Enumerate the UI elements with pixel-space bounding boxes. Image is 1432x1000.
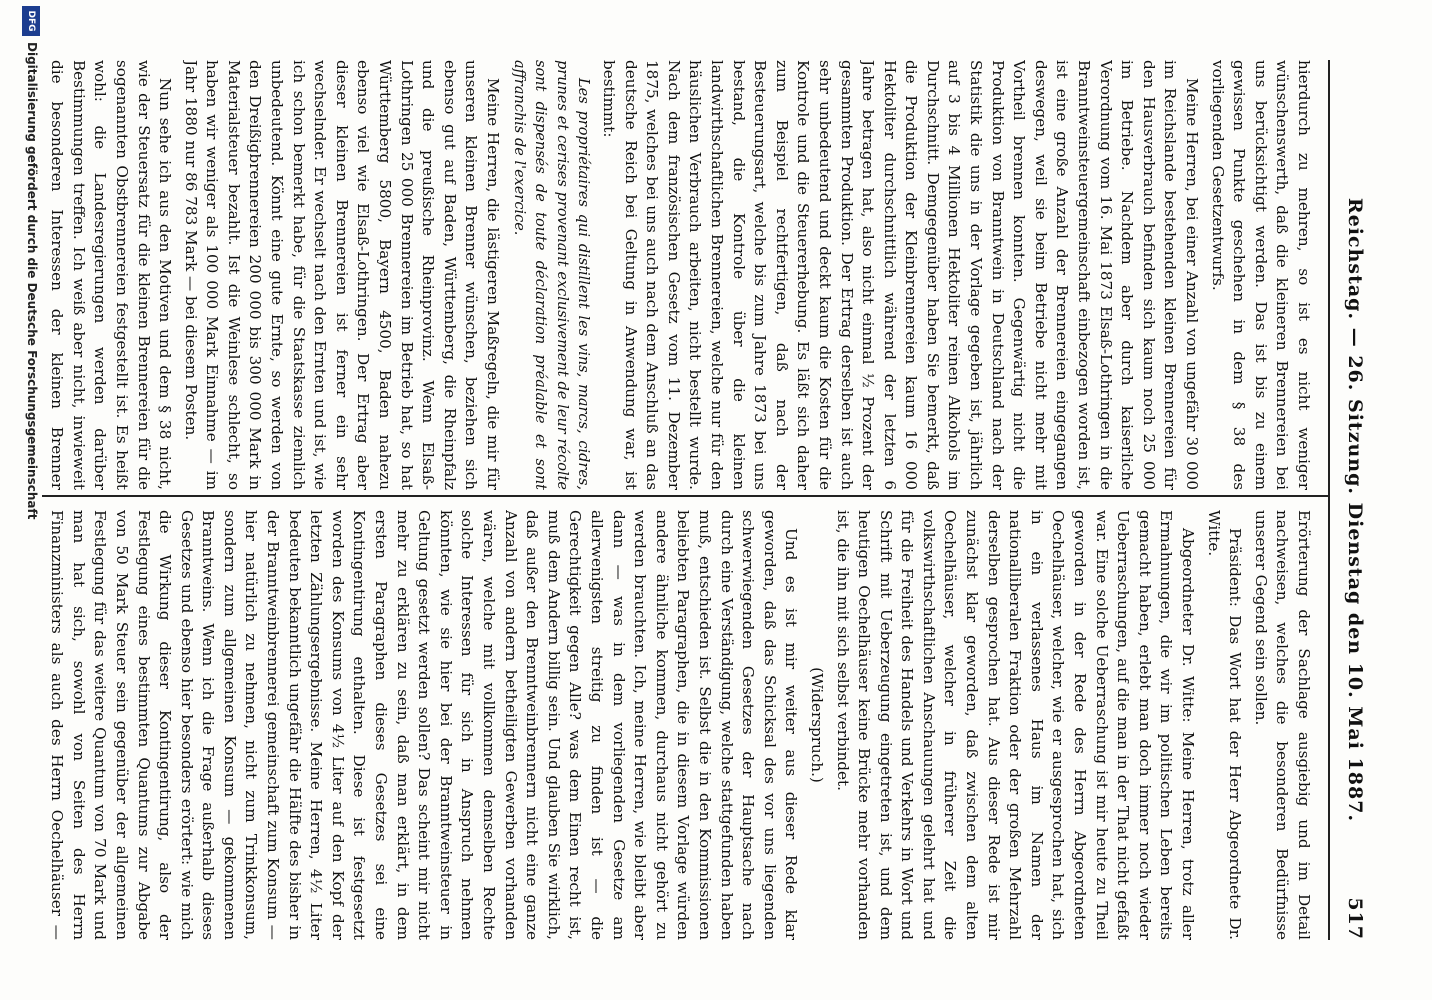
paragraph: Erörterung der Sachlage ausgiebig und im Detail nachweisen, welches die besonderen Bedürfnisse unserer Gegend sein sollen. (1251, 510, 1313, 940)
page-number: 517 (1344, 897, 1366, 940)
column-divider (42, 495, 1328, 497)
right-column (44, 510, 1314, 940)
paragraph: hierdurch zu mehren, so ist es nicht weniger wünschenswerth, daß die kleineren Brennereien bei uns berücksichtigt werden. Das ist bis zu einem gewissen Punkte geschehen in dem § 38 des vorliegenden Gesetzentwurfs. (1208, 60, 1313, 490)
page-header (1328, 60, 1370, 940)
dfg-logo-icon: DFG (22, 6, 40, 36)
president-statement: Präsident: Das Wort hat der Herr Abgeordnete Dr. Witte. (1204, 510, 1245, 940)
speech-witte: Abgeordneter Dr. Witte: Meine Herren, trotz aller Ermahnungen, die wir im politischen Leben bereits gemacht haben, erlebt man doch immer noch wieder Ueberraschungen, auf die man in der That nicht gefaßt war. Eine solche Ueberraschung ist mir heute zu Theil geworden in der Rede des Herrn Abgeordneten Oechelhäuser, welcher, wie er ausgesprochen hat, sich in ein verlassenes Haus im Namen der nationalliberalen Fraktion oder der großen Mehrzahl derselben gesprochen hat. Aus dieser Rede ist mir zunächst klar geworden, daß zwischen dem alten Oechelhäuser, welcher in früherer Zeit die volkswirthschaftlichen Anschauungen gelehrt hat und für die Freiheit des Handels und Verkehrs in Wort und Schrift mit Ueberzeugung eingetreten ist, und dem heutigen Oechelhäuser keine Brücke mehr vorhanden ist, die ihn mit sich selbst verbindet. (833, 510, 1198, 940)
paragraph: Meine Herren, die lästigeren Maßregeln, die mir für unseren kleinen Brenner wünschen, beziehen sich ebenso gut auf Baden, Württemberg, die Rheinpfalz und die preußische Rheinprovinz. Wenn Elsaß-Lothringen 25 000 Brennereien im Betrieb hat, so hat Württemberg 5800, Bayern 4500, Baden nahezu ebenso viel wie Elsaß-Lothringen. Der Ertrag aber dieser kleinen Brennereien ist ferner ein sehr wechselnder. Er wechselt nach den Ernten und ist, wie ich schon bemerkt habe, für die Staatskasse ziemlich unbedeutend. Könnt eine gute Ernte, so werden von den Dreißigbrennereien 200 000 bis 300 000 Mark in Materialsteuer bezahlt. Ist die Weinlese schlecht, so haben wir weniger als 100 000 Mark Einnahme — im Jahr 1880 nur 86 783 Mark — bei diesem Posten. (181, 60, 503, 490)
paragraph: Nun sehe ich aus den Motiven und dem § 38 nicht, wie der Steuersatz für die kleinen Brennereien für die sogenannten Obstbrennereien festgestellt ist. Es heißt wohl: die Landesregierungen werden darüber Bestimmungen treffen. Ich weiß aber nicht, inwieweit die besonderen Interessen der kleinen Brenner (48, 60, 175, 490)
french-quotation: Les propriétaires qui distillent les vins, marcs, cidres, prunes et cerises provenant exclusivement de leur récolte sont dispensés de toute déclaration préalable et sont affranchis de l'exercice. (510, 60, 592, 490)
interjection: (Widerspruch.) (807, 667, 826, 783)
running-title: Reichstag. — 26. Sitzung. Dienstag den 10. Mai 1887. (1344, 197, 1366, 823)
paragraph: Meine Herren, bei einer Anzahl von ungefähr 30 000 im Reichslande bestehenden kleinen Brennereien für den Hausverbrauch befinden sich kaum noch 25 000 im Betriebe. Nachdem aber durch kaiserliche Verordnung vom 16. Mai 1873 Elsaß-Lothringen in die Branntweinsteuergemeinschaft einbezogen worden ist, ist eine große Anzahl der Brennereien eingegangen deswegen, weil sie beim Betriebe nicht mehr mit Vortheil brennen konnten. Gegenwärtig nicht die Produktion von Branntwein in Deutschland nach der Statistik die uns in der Vorlage gegeben ist, jährlich auf 3 bis 4 Millionen Hektoliter reinen Alkohols im Durchschnitt. Demgegenüber haben Sie bemerkt, daß die Produktion der Kleinbrennereien kaum 16 000 Hektoliter durchschnittlich während der letzten 6 Jahre betragen hat, also nicht einmal ½ Prozent der gesammten Produktion. Der Ertrag derselben ist auch sehr unbedeutend und deckt kaum die Kosten für die Kontrole und die Steuererhebung. Es läßt sich daher zum Beispiel rechtfertigen, daß nach der Besteuerungsart, welche bis zum Jahre 1873 bei uns bestand, die Kontrole über die kleinen landwirthschaftlichen Brennereien, welche nur für den häuslichen Verbrauch arbeiten, nicht bestellt wurde. Nach dem französischen Gesetz vom 11. Dezember 1875, welches bei uns auch nach dem Anschluß an das deutsche Reich bei Geltung in Anwendung war, ist bestimmt: (600, 60, 1202, 490)
paragraph: Und es ist mir weiter aus dieser Rede klar geworden, daß das Schicksal des vor uns liegenden schwerwiegenden Gesetzes der Hauptsache nach durch eine Verständigung, welche stattgefunden haben muß, entschieden ist. Selbst die in den Kommissionen beliebten Paragraphen, die in diesem Vorlage würden andere ähnliche kommen, durchaus nicht gehört zu werden brauchten. Ich, meine Herren, wie bleibt aber dann — was in dem vorliegenden Gesetze am allerwenigsten streitig zu finden ist — die Gerechtigkeit gegen Alle? was dem Einen recht ist, muß dem Andern billig sein. Und glauben Sie wirklich, daß außer den Brenntweinbrennern nicht eine ganze Anzahl von andern betheiligten Gewerben vorhanden wären, welche mit vollkommen demselben Rechte solche Interessen für sich in Anspruch nehmen könnten, wie sie hier bei der Branntweinsteuer in Geltung gesetzt werden sollen? Das scheint mir nicht mehr zu erklären zu sein, daß man erklärt, in dem ersten Paragraphen dieses Gesetzes sei eine Kontingentirung enthalten. Diese ist festgesetzt worden des Konsums von 4½ Liter auf den Kopf der letzten Zählungsergebnisse. Meine Herren, 4½ Liter bedeuten bekanntlich ungefähr die Hälfte des bisher in der Branntweinbrennerei gemeinschaft zum Konsum — hier natürlich zu nehmen, nicht zum Trinkkonsum, sondern zum allgemeinen Konsum — gekommenen Branntweins. Wenn ich die Frage außerhalb dieses Gesetzes und ebenso hier besonders erörtert: wie mich die Wirkung dieser Kontingentirung, also der Festlegung eines bestimmten Quantums zur Abgabe von 50 Mark Steuer sein gegenüber der allgemeinen Festlegung für das weitere Quantum von 70 Mark und man hat sich, sowohl von Seiten des Herrn Finanzministers als auch des Herrn Oechelhäuser — (48, 510, 801, 940)
digitization-footer (18, 0, 40, 1000)
footer-text: Digitalisierung gefördert durch die Deutsche Forschungsgemeinschaft (25, 42, 39, 520)
left-column (44, 60, 1314, 490)
